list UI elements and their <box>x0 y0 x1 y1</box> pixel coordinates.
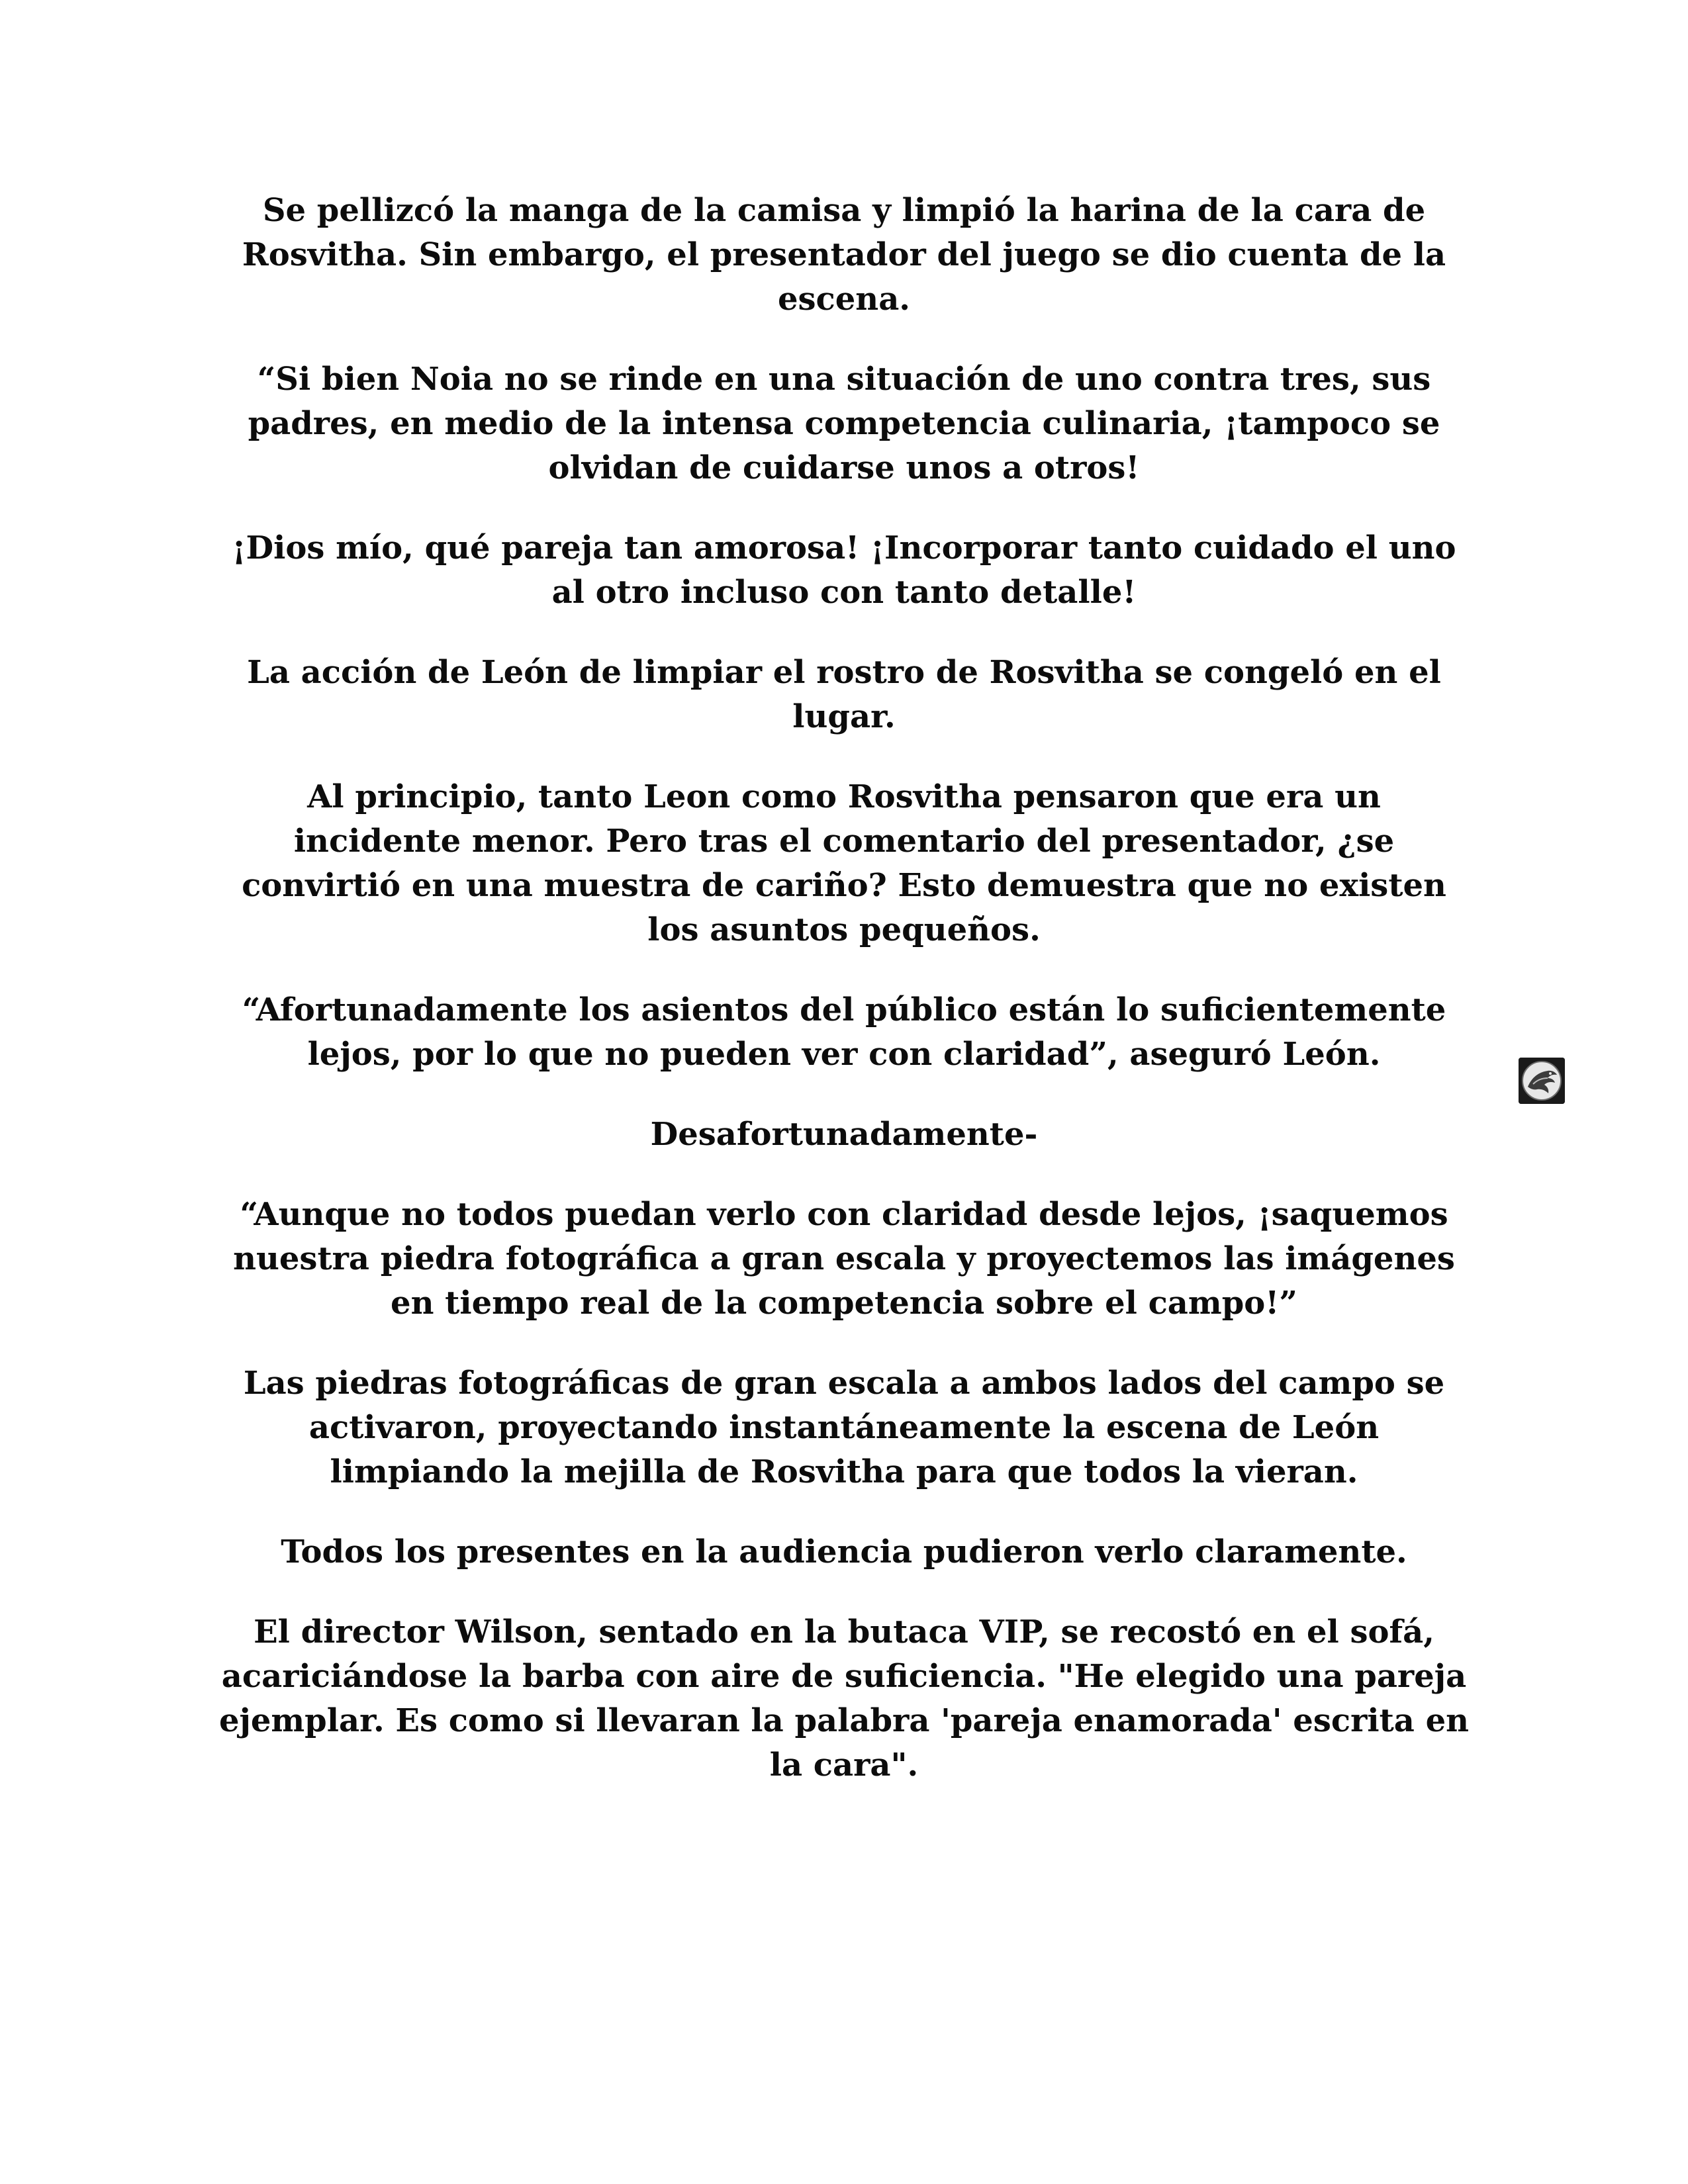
paragraph-2: “Si bien Noia no se rinde en una situación de uno contra tres, sus padres, en medio de la intensa competencia culinaria, ¡tampoco se olvidan de cuidarse unos a otros! <box>248 361 1440 486</box>
paragraph-10: Todos los presentes en la audiencia pudieron verlo claramente. <box>281 1533 1407 1570</box>
paragraph-7: Desafortunadamente- <box>650 1116 1038 1153</box>
paragraph-3: ¡Dios mío, qué pareja tan amorosa! ¡Incorporar tanto cuidado el uno al otro incluso con tanto detalle! <box>232 529 1456 611</box>
paragraph-9: Las piedras fotográficas de gran escala a ambos lados del campo se activaron, proyectando instantáneamente la escena de León limpiando la mejilla de Rosvitha para que todos la vieran. <box>243 1365 1445 1490</box>
paragraph-8: “Aunque no todos puedan verlo con claridad desde lejos, ¡saquemos nuestra piedra fotográfica a gran escala y proyectemos las imágenes en tiempo real de la competencia sobre el campo!” <box>233 1196 1455 1322</box>
paragraph-4: La acción de León de limpiar el rostro de Rosvitha se congeló en el lugar. <box>247 654 1441 735</box>
paragraph-5: Al principio, tanto Leon como Rosvitha pensaron que era un incidente menor. Pero tras el comentario del presentador, ¿se convirtió en una muestra de cariño? Esto demuestra que no existen los asuntos pequeños. <box>242 778 1446 948</box>
paragraph-6: “Afortunadamente los asientos del público están lo suficientemente lejos, por lo que no pueden ver con claridad”, aseguró León. <box>242 991 1446 1073</box>
dragon-emblem-icon <box>1519 1058 1565 1104</box>
paragraph-11: El director Wilson, sentado en la butaca VIP, se recostó en el sofá, acariciándose la barba con aire de suficiencia. "He elegido una pareja ejemplar. Es como si llevaran la palabra 'pareja enamorada' escrita en la cara". <box>218 1614 1470 1784</box>
document-body <box>218 189 1470 1823</box>
paragraph-1: Se pellizcó la manga de la camisa y limpió la harina de la cara de Rosvitha. Sin embargo, el presentador del juego se dio cuenta de la escena. <box>242 192 1446 318</box>
